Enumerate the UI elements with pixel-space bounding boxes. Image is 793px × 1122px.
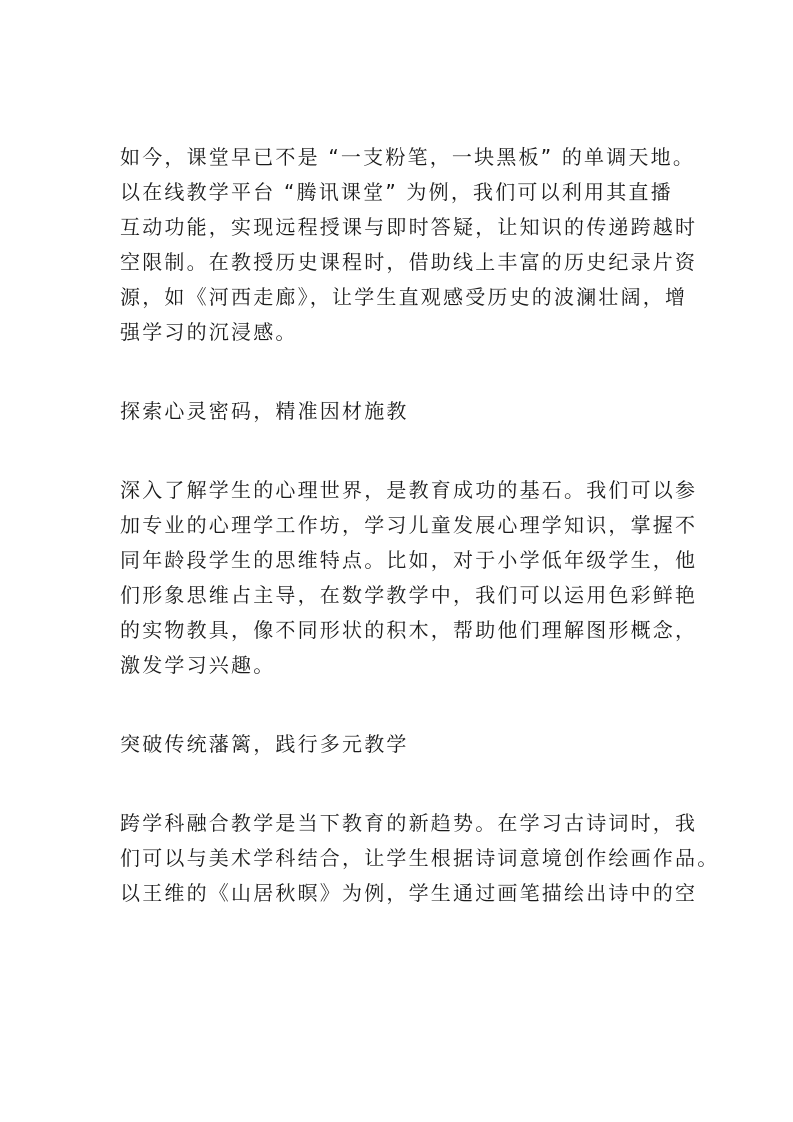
document-page <box>120 140 720 911</box>
paragraph-interdisciplinary <box>120 806 720 911</box>
text-line: 如今，课堂早已不是 “一支粉笔，一块黑板” 的单调天地。 <box>120 145 696 169</box>
text-line: 深入了解学生的心理世界，是教育成功的基石。我们可以参 <box>120 478 698 502</box>
spacer <box>120 683 700 727</box>
text-line: 们可以与美术学科结合，让学生根据诗词意境创作绘画作品。 <box>120 846 720 870</box>
text-line: 跨学科融合教学是当下教育的新趋势。在学习古诗词时，我 <box>120 811 698 835</box>
section-heading-diverse-teaching: 突破传统藩篱，践行多元教学 <box>120 732 409 756</box>
text-line: 源，如《河西走廊》，让学生直观感受历史的波澜壮阔，增 <box>120 285 688 309</box>
paragraph-online-teaching <box>120 140 700 350</box>
spacer <box>120 429 700 473</box>
section-heading-psychology: 探索心灵密码，精准因材施教 <box>120 399 409 423</box>
text-line: 们形象思维占主导，在数学教学中，我们可以运用色彩鲜艳 <box>120 583 698 607</box>
text-line: 以王维的《山居秋暝》为例，学生通过画笔描绘出诗中的空 <box>120 881 698 905</box>
text-line: 以在线教学平台 “腾讯课堂” 为例，我们可以利用其直播 <box>120 180 673 204</box>
text-line: 的实物教具，像不同形状的积木，帮助他们理解图形概念， <box>120 618 698 642</box>
spacer <box>120 762 700 806</box>
text-line: 加专业的心理学工作坊，学习儿童发展心理学知识，掌握不 <box>120 513 698 537</box>
text-line: 互动功能，实现远程授课与即时答疑，让知识的传递跨越时 <box>120 215 698 239</box>
text-line: 同年龄段学生的思维特点。比如，对于小学低年级学生，他 <box>120 548 698 572</box>
text-line: 激发学习兴趣。 <box>120 653 276 677</box>
spacer <box>120 350 700 394</box>
text-line: 强学习的沉浸感。 <box>120 320 298 344</box>
paragraph-psychology <box>120 473 700 683</box>
text-line: 空限制。在教授历史课程时，借助线上丰富的历史纪录片资 <box>120 250 698 274</box>
